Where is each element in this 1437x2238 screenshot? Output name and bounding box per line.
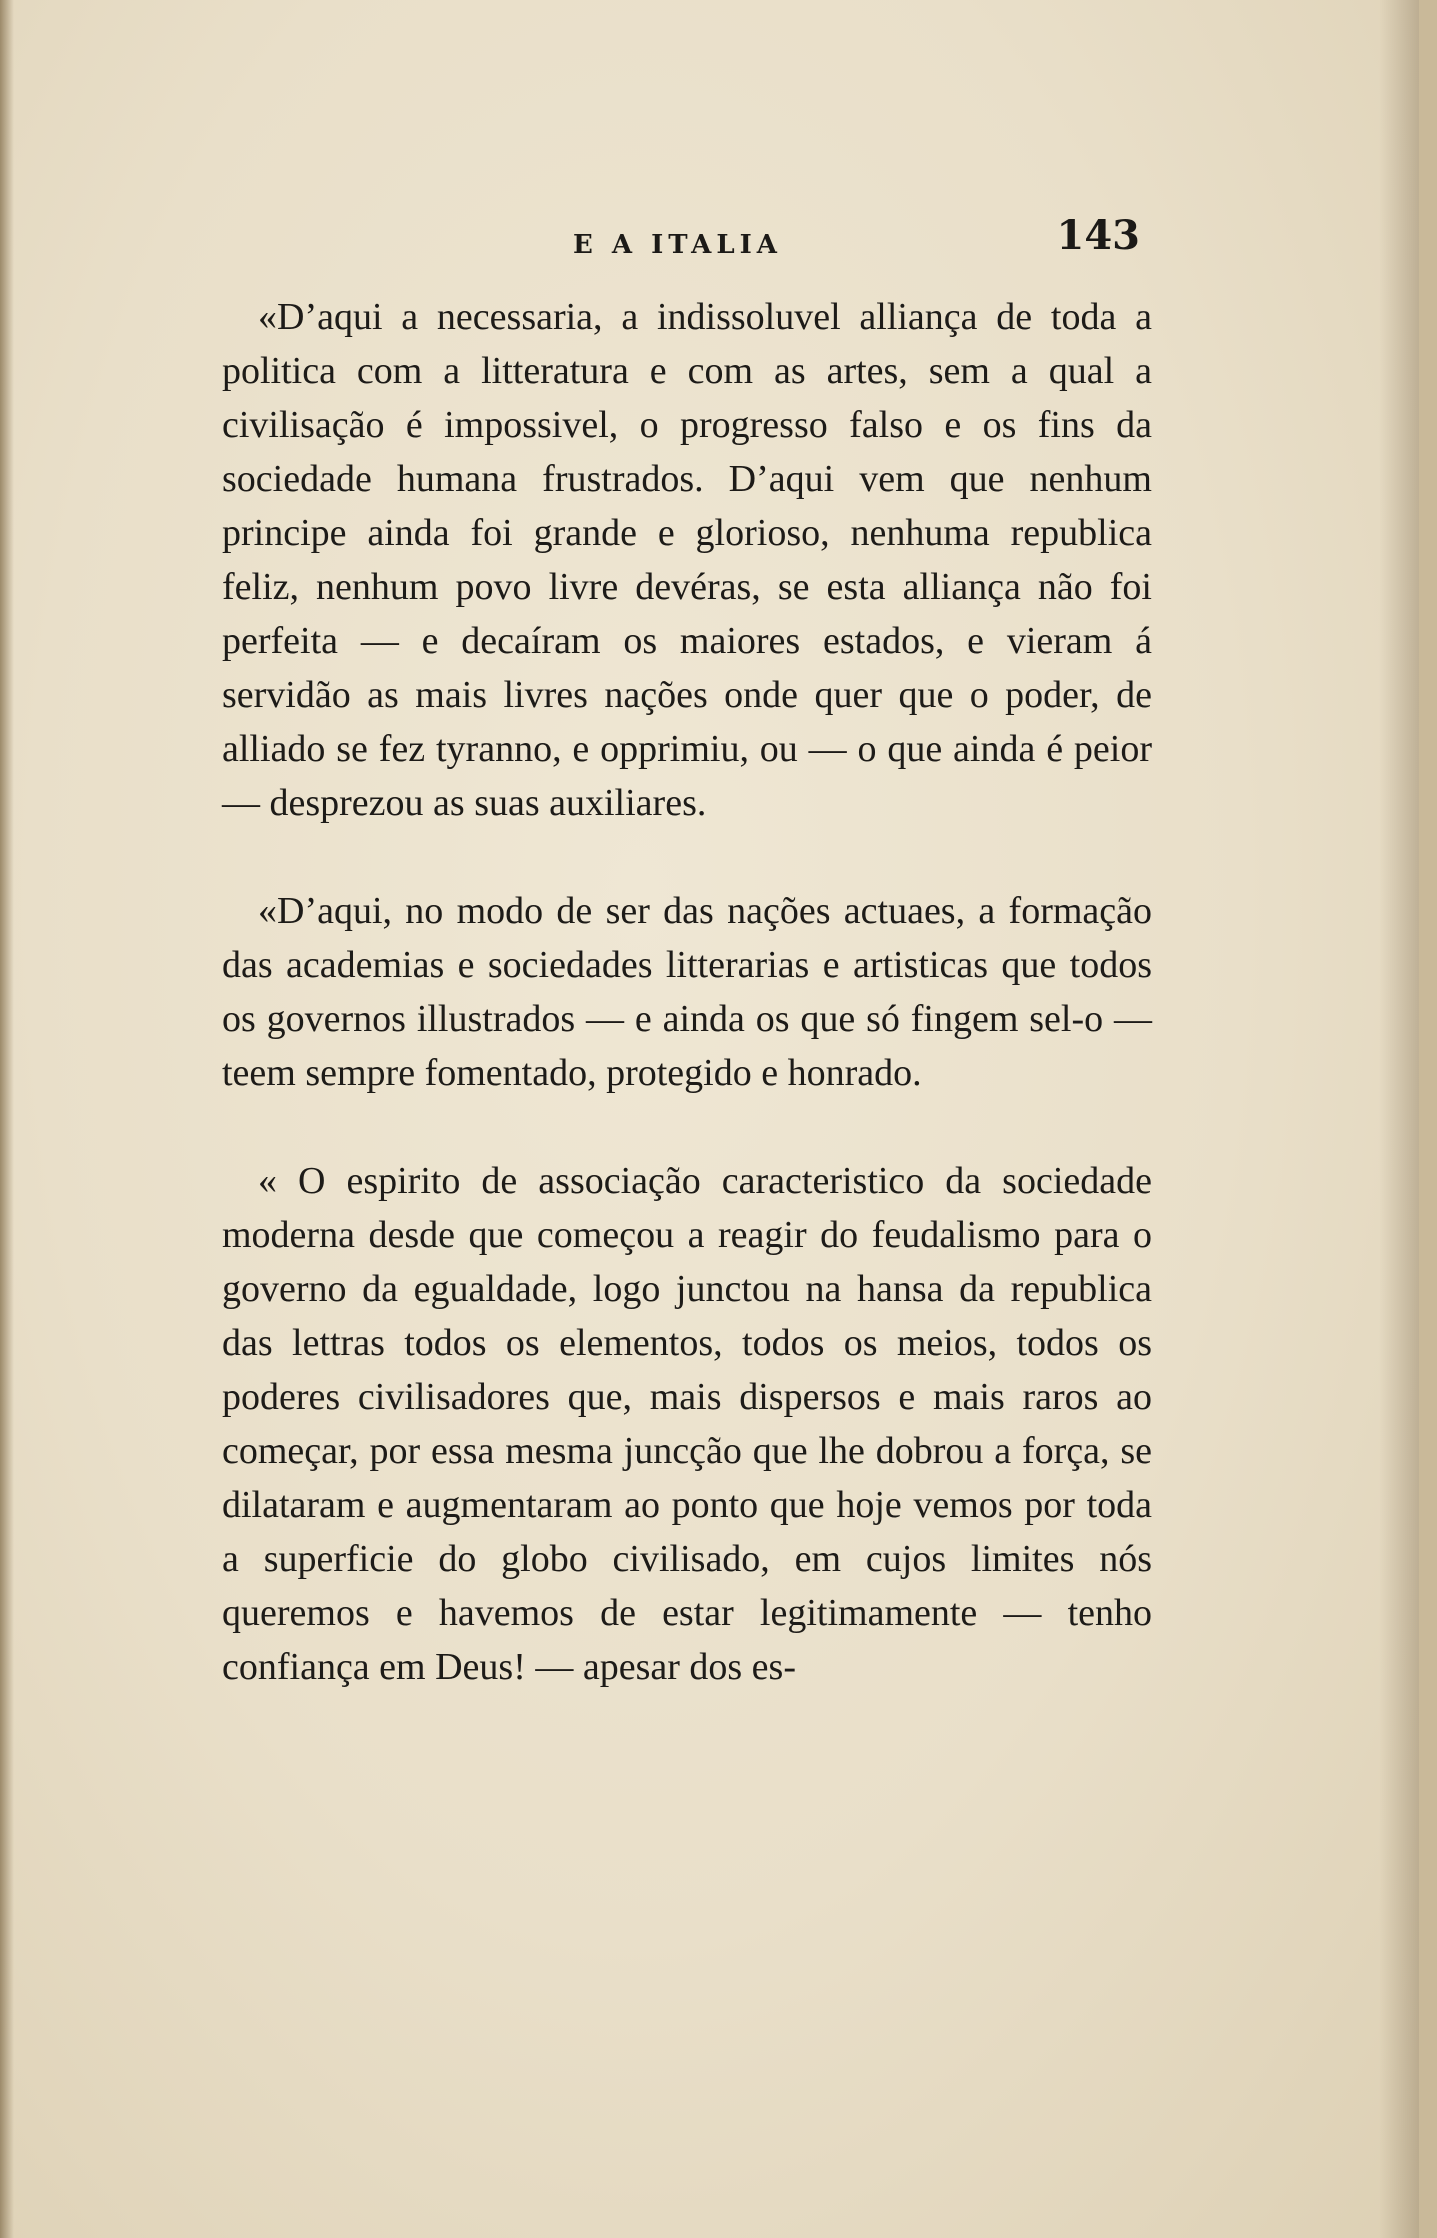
page-number: 143 xyxy=(1056,212,1140,259)
page-body xyxy=(222,290,1152,1748)
paragraph: «D’aqui, no modo de ser das nações actuaes, a formação das academias e sociedades litterarias e artisticas que todos os governos illustrados — e ainda os que só fingem sel-o — teem sempre fomentado, protegido e honrado. xyxy=(222,890,1152,1094)
paragraph: «D’aqui a necessaria, a indissoluvel alliança de toda a politica com a litteratura e com as artes, sem a qual a civilisação é impossivel, o progresso falso e os fins da sociedade humana frustrados. D’aqui vem que nenhum principe ainda foi grande e glorioso, nenhuma republica feliz, nenhum povo livre devéras, se esta alliança não foi perfeita — e decaíram os maiores estados, e vieram á servidão as mais livres nações onde quer que o poder, de alliado se fez tyranno, e opprimiu, ou — o que ainda é peior — desprezou as suas auxiliares. xyxy=(222,296,1152,824)
page-header xyxy=(228,212,1140,262)
paragraph: « O espirito de associação caracteristico da sociedade moderna desde que começou a reagir do feudalismo para o governo da egualdade, logo junctou na hansa da republica das lettras todos os elementos, todos os meios, todos os poderes civilisadores que, mais dispersos e mais raros ao começar, por essa mesma juncção que lhe dobrou a força, se dilataram e augmentaram ao ponto que hoje vemos por toda a superficie do globo civilisado, em cujos limites nós queremos e havemos de estar legitimamente — tenho confiança em Deus! — apesar dos es- xyxy=(222,1160,1152,1688)
running-head: E A ITALIA xyxy=(573,230,782,260)
